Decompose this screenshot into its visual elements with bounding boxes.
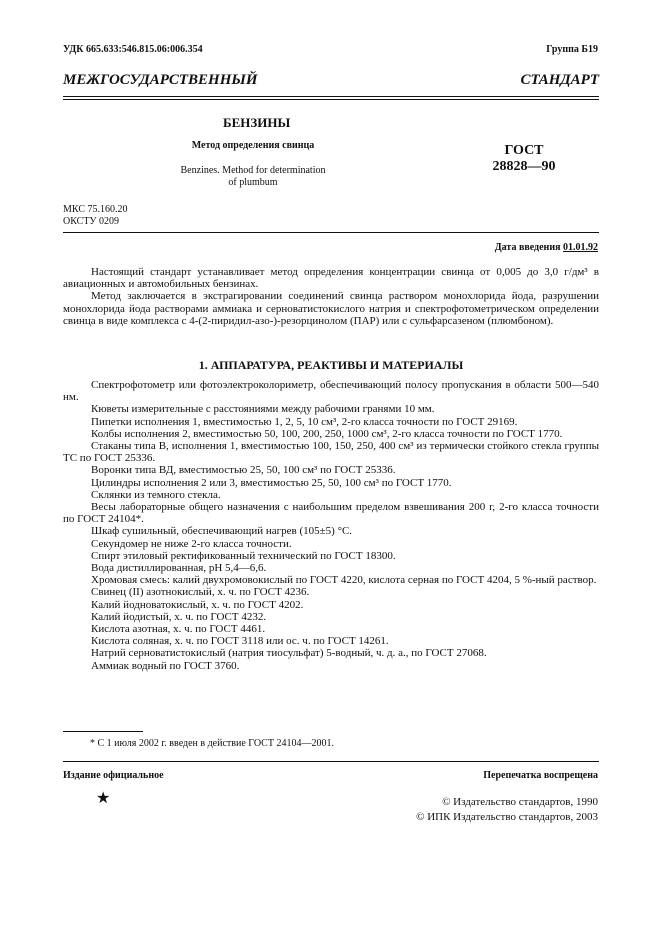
- english-title-line2: of plumbum: [228, 177, 278, 188]
- list-item: Свинец (II) азотнокислый, х. ч. по ГОСТ 4236.: [91, 586, 310, 599]
- document-subtitle: Метод определения свинца: [191, 140, 315, 151]
- udk-code: УДК 665.633:546.815.06:006.354: [63, 44, 203, 55]
- okstu-code: ОКСТУ 0209: [63, 216, 120, 227]
- date-value: 01.01.92: [563, 242, 598, 253]
- official-edition-label: Издание официальное: [63, 770, 164, 781]
- copyright-line: © Издательство стандартов, 1990: [442, 796, 598, 808]
- gost-designation: [489, 143, 559, 175]
- gost-word: ГОСТ: [504, 143, 544, 158]
- list-item: Секундомер не ниже 2-го класса точности.: [91, 537, 292, 550]
- list-item: Весы лабораторные общего назначения с наибольшим пределом взвешивания 200 г, 2-го класса точности по ГОСТ 24104*.: [63, 501, 599, 526]
- list-item: Колбы исполнения 2, вместимостью 50, 100, 200, 250, 1000 см³, 2-го класса точности по ГОСТ 1770.: [91, 427, 563, 440]
- list-item: Кюветы измерительные с расстояниями между рабочими гранями 10 мм.: [91, 403, 435, 416]
- intro-paragraph: Метод заключается в экстрагировании соединений свинца раствором монохлорида йода, разрушении монохлорида йода растворами аммиака и серноватистокислого натрия и спектрофотометрическом определении свинца в виде комплекса с 4-(2-пиридил-азо-)-резорцинолом (ПАР) или с сульфарсазеном (плюмбоном).: [63, 290, 599, 327]
- equipment-list: [63, 379, 599, 672]
- section-heading: 1. АППАРАТУРА, РЕАКТИВЫ И МАТЕРИАЛЫ: [198, 358, 464, 372]
- list-item: Спектрофотометр или фотоэлектроколориметр, обеспечивающий полосу пропускания в области 500—540 нм.: [63, 379, 599, 404]
- list-item: Стаканы типа В, исполнения 1, вместимостью 100, 150, 250, 400 см³ из термически стойкого стекла группы ТС по ГОСТ 25336.: [63, 440, 599, 465]
- english-title-line1: Benzines. Method for determination: [180, 165, 326, 176]
- list-item: Аммиак водный по ГОСТ 3760.: [91, 659, 240, 672]
- date-label: Дата введения: [494, 242, 561, 253]
- mks-code: МКС 75.160.20: [63, 204, 128, 215]
- list-item: Воронки типа ВД, вместимостью 25, 50, 100 см³ по ГОСТ 25336.: [91, 464, 396, 477]
- document-title: БЕНЗИНЫ: [223, 115, 291, 130]
- list-item: Кислота азотная, х. ч. по ГОСТ 4461.: [91, 623, 266, 636]
- footnote-rule: [63, 731, 143, 732]
- interstate-standard-banner: МЕЖГОСУДАРСТВЕННЫЙ СТАНДАРТ: [63, 72, 599, 88]
- reprint-prohibited-label: Перепечатка воспрещена: [483, 770, 598, 781]
- intro-section: [63, 266, 599, 327]
- list-item: Цилиндры исполнения 2 или 3, вместимостью 25, 50, 100 см³ по ГОСТ 1770.: [91, 476, 452, 489]
- copyright-block: [416, 795, 598, 825]
- list-item: Кислота соляная, х. ч. по ГОСТ 3118 или ос. ч. по ГОСТ 14261.: [91, 635, 389, 648]
- english-title: [162, 165, 344, 189]
- footnote: * С 1 июля 2002 г. введен в действие ГОСТ 24104—2001.: [90, 738, 334, 749]
- list-item: Калий йодноватокислый, х. ч. по ГОСТ 4202.: [91, 598, 304, 611]
- top-rule-thin: [63, 99, 599, 100]
- gost-number: 28828—90: [492, 159, 556, 174]
- list-item: Спирт этиловый ректификованный технический по ГОСТ 18300.: [91, 549, 396, 562]
- intro-paragraph: Настоящий стандарт устанавливает метод определения концентрации свинца от 0,005 до 3,0 г/дм³ в авиационных и автомобильных бензинах.: [63, 266, 599, 291]
- bottom-rule: [63, 761, 599, 762]
- list-item: Шкаф сушильный, обеспечивающий нагрев (105±5) °С.: [91, 525, 353, 538]
- top-rule: [63, 96, 599, 97]
- mid-rule: [63, 232, 599, 233]
- list-item: Хромовая смесь: калий двухромовокислый по ГОСТ 4220, кислота серная по ГОСТ 4204, 5 %-ный раствор.: [91, 574, 597, 587]
- list-item: Калий йодистый, х. ч. по ГОСТ 4232.: [91, 610, 267, 623]
- list-item: Пипетки исполнения 1, вместимостью 1, 2, 5, 10 см³, 2-го класса точности по ГОСТ 29169.: [91, 415, 518, 428]
- classification-codes: [63, 204, 127, 228]
- group-code: Группа Б19: [546, 44, 598, 55]
- list-item: Натрий серноватистокислый (натрия тиосульфат) 5-водный, ч. д. а., по ГОСТ 27068.: [91, 647, 487, 660]
- star-icon: ★: [96, 790, 111, 807]
- copyright-line: © ИПК Издательство стандартов, 2003: [416, 811, 598, 823]
- list-item: Вода дистиллированная, рН 5,4—6,6.: [91, 562, 267, 575]
- list-item: Склянки из темного стекла.: [91, 488, 221, 501]
- introduction-date: [495, 242, 598, 254]
